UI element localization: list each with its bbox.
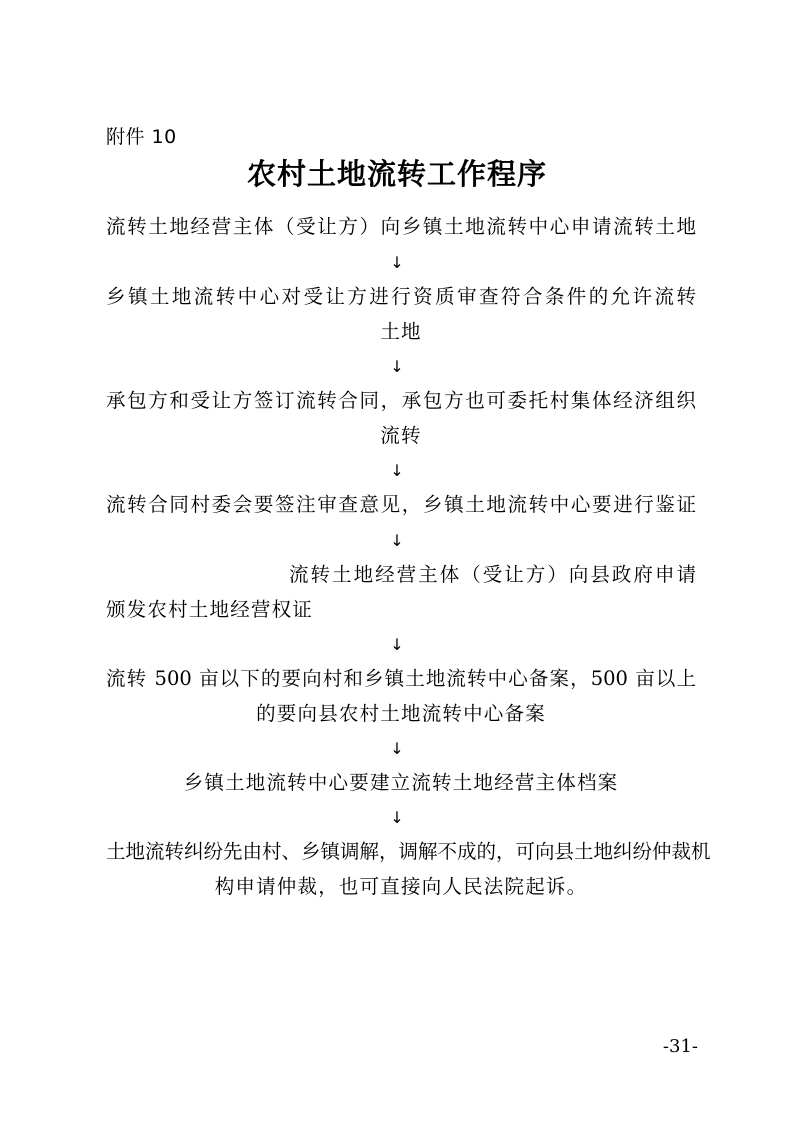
flow-arrow-icon: ↓ <box>390 357 404 376</box>
step-7-line-1: 乡镇土地流转中心要建立流转土地经营主体档案 <box>183 771 619 794</box>
step-1-line-1: 流转土地经营主体（受让方）向乡镇土地流转中心申请流转土地 <box>106 215 696 238</box>
step-4-line-1: 流转合同村委会要签注审查意见，乡镇土地流转中心要进行鉴证 <box>106 493 696 516</box>
flow-arrow-icon: ↓ <box>390 253 404 272</box>
flow-arrow-icon: ↓ <box>390 739 404 758</box>
step-8-line-2: 构申请仲裁，也可直接向人民法院起诉。 <box>214 875 588 898</box>
step-6-line-1: 流转 500 亩以下的要向村和乡镇土地流转中心备案，500 亩以上 <box>106 667 696 690</box>
annex-label: 附件 10 <box>106 126 177 148</box>
step-8-line-1: 土地流转纠纷先由村、乡镇调解，调解不成的，可向县土地纠纷仲裁机 <box>106 840 711 863</box>
step-2-line-2: 土地 <box>380 320 422 343</box>
flow-arrow-icon: ↓ <box>390 808 404 827</box>
page-title: 农村土地流转工作程序 <box>246 157 547 191</box>
step-6-line-2: 的要向县农村土地流转中心备案 <box>256 702 546 725</box>
step-5-line-2: 颁发农村土地经营权证 <box>106 598 314 621</box>
flow-arrow-icon: ↓ <box>390 461 404 480</box>
flow-arrow-icon: ↓ <box>390 531 404 550</box>
step-5-line-1: 流转土地经营主体（受让方）向县政府申请 <box>289 563 696 586</box>
step-3-line-1: 承包方和受让方签订流转合同，承包方也可委托村集体经济组织 <box>106 389 696 412</box>
step-3-line-2: 流转 <box>380 424 422 447</box>
flow-arrow-icon: ↓ <box>390 635 404 654</box>
step-2-line-1: 乡镇土地流转中心对受让方进行资质审查符合条件的允许流转 <box>106 285 696 308</box>
page-number: -31- <box>662 1036 698 1057</box>
